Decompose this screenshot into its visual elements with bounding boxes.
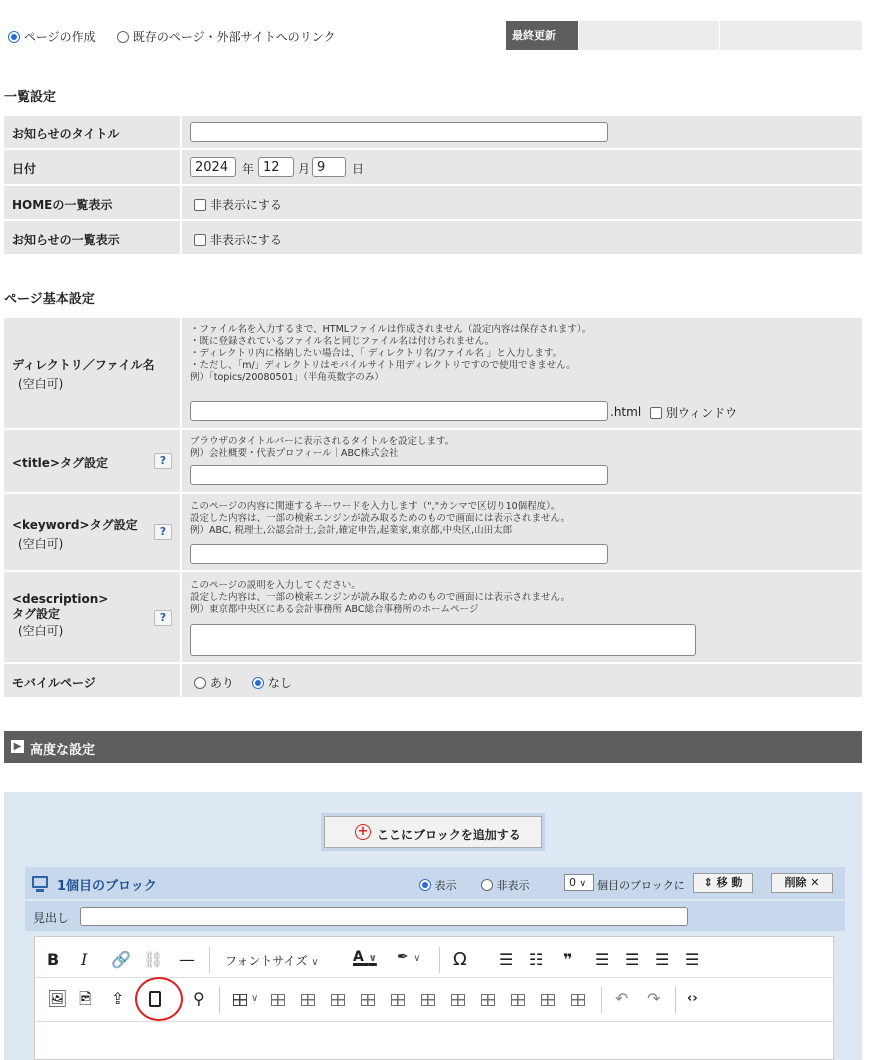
list-settings-title: 一覧設定 — [4, 90, 57, 105]
radio-create-label: ページの作成 — [23, 30, 96, 44]
upload-icon[interactable]: ⇪ — [111, 989, 125, 1008]
row-description-tag-cell — [182, 572, 862, 662]
bold-button[interactable]: B — [47, 950, 60, 969]
italic-button[interactable]: I — [81, 950, 88, 969]
block-show-label: 表示 — [434, 879, 457, 892]
heading-input[interactable] — [80, 907, 688, 926]
new-window-checkbox[interactable] — [650, 404, 737, 421]
align-justify-icon[interactable]: ☰ — [685, 950, 700, 969]
year-unit: 年 — [242, 162, 255, 176]
last-updated-extra — [720, 21, 862, 50]
block-position-suffix: 個目のブロックに — [597, 879, 685, 892]
row-mobile-header — [4, 664, 180, 697]
bullet-list-icon[interactable]: ☰ — [499, 950, 514, 969]
toolbar-separator-5 — [675, 987, 676, 1013]
mobile-no-label: なし — [267, 676, 292, 690]
table-row-before-icon[interactable] — [271, 994, 285, 1006]
stamp-icon[interactable]: ⚲ — [193, 989, 205, 1008]
table-header-icon[interactable] — [541, 994, 555, 1006]
day-input[interactable]: 9 — [312, 157, 346, 177]
row-news-list-header — [4, 221, 180, 254]
row-news-title-cell — [182, 116, 862, 148]
keyword-tag-help-button[interactable]: ? — [154, 524, 172, 540]
row-keyword-tag-cell — [182, 494, 862, 570]
align-center-icon[interactable]: ☰ — [625, 950, 640, 969]
add-block-button[interactable] — [324, 816, 542, 848]
block-position-select[interactable]: 0 ∨ — [564, 874, 594, 891]
align-left-icon[interactable]: ☰ — [595, 950, 610, 969]
row-title-tag-header — [4, 430, 180, 492]
image-edit-icon[interactable]: 🖻 — [79, 989, 92, 1008]
delete-block-button[interactable]: 削除 ✕ — [771, 873, 833, 893]
radio-create-indicator[interactable] — [8, 31, 20, 43]
home-list-hide-checkbox[interactable] — [194, 196, 282, 213]
mobile-no-radio[interactable] — [252, 674, 292, 691]
radio-link-page[interactable] — [117, 28, 336, 45]
date-label: 日付 — [12, 162, 37, 176]
news-list-hide-label: 非表示にする — [209, 233, 282, 247]
rich-text-editor — [34, 936, 834, 1060]
image-icon[interactable]: 🖼 — [47, 989, 68, 1008]
row-title-tag-cell — [182, 430, 862, 492]
description-tag-textarea[interactable] — [190, 624, 696, 656]
toolbar-separator — [209, 947, 210, 973]
block-title: 1個目のブロック — [57, 879, 157, 894]
heading-row — [25, 901, 845, 931]
arrow-box-icon: ▶ — [11, 740, 24, 753]
year-input[interactable]: 2024 — [190, 157, 236, 177]
news-title-label: お知らせのタイトル — [12, 127, 120, 141]
table-dropdown-icon[interactable]: ∨ — [251, 993, 259, 1004]
home-list-label: HOMEの一覧表示 — [12, 198, 113, 212]
row-date-cell — [182, 150, 862, 184]
month-unit: 月 — [298, 162, 311, 176]
mobile-yes-label: あり — [209, 676, 234, 690]
dir-input[interactable] — [190, 401, 608, 421]
radio-link-indicator[interactable] — [117, 31, 129, 43]
block-header — [25, 867, 845, 899]
plus-circle-icon: + — [355, 824, 371, 840]
news-title-input[interactable] — [190, 122, 608, 142]
title-tag-label: <title>タグ設定 — [12, 456, 108, 470]
radio-link-label: 既存のページ・外部サイトへのリンク — [132, 30, 336, 44]
highlight-circle — [135, 977, 183, 1021]
table-split-icon[interactable] — [481, 994, 495, 1006]
radio-create-page[interactable] — [8, 28, 96, 45]
table-delete-col-icon[interactable] — [421, 994, 435, 1006]
add-block-label: ここにブロックを追加する — [377, 828, 521, 842]
table-col-after-icon[interactable] — [391, 994, 405, 1006]
page-basic-title: ページ基本設定 — [4, 292, 95, 307]
row-description-tag-header — [4, 572, 180, 662]
redo-icon[interactable]: ↷ — [647, 989, 661, 1008]
last-updated-value — [579, 21, 719, 50]
row-home-list-cell — [182, 186, 862, 219]
keyword-tag-input[interactable] — [190, 544, 608, 564]
font-size-dropdown[interactable]: フォントサイズ ∨ — [225, 954, 319, 968]
day-unit: 日 — [352, 162, 365, 176]
block-hide-label: 非表示 — [496, 879, 530, 892]
table-icon[interactable] — [233, 994, 247, 1006]
monitor-icon — [32, 876, 48, 888]
mobile-label: モバイルページ — [12, 676, 96, 690]
row-news-title-header — [4, 116, 180, 148]
html-ext: .html — [610, 405, 642, 419]
monitor-stand — [36, 889, 44, 892]
block-hide-radio[interactable] — [481, 877, 530, 893]
title-tag-notes: ブラウザのタイトルバーに表示されるタイトルを設定します。 例）会社概要・代表プロフィール｜ABC株式会社 — [190, 436, 455, 459]
table-props-icon[interactable] — [571, 994, 585, 1006]
advanced-settings-title: 高度な設定 — [30, 743, 96, 758]
toolbar-separator-3 — [219, 987, 220, 1013]
mobile-yes-radio[interactable] — [194, 674, 234, 691]
font-color-icon[interactable]: A ∨ — [353, 949, 377, 965]
row-date-header — [4, 150, 180, 184]
dir-label: ディレクトリ／ファイル名 (空白可) — [12, 358, 155, 391]
last-updated-label: 最終更新 — [506, 21, 578, 50]
undo-icon[interactable]: ↶ — [615, 989, 629, 1008]
blockquote-icon[interactable]: ❞ — [563, 950, 573, 969]
description-tag-label: <description> タグ設定 (空白可) — [12, 592, 109, 638]
special-char-icon[interactable]: Ω — [453, 949, 467, 970]
keyword-tag-label: <keyword>タグ設定 (空白可) — [12, 518, 138, 551]
news-list-label: お知らせの一覧表示 — [12, 233, 120, 247]
keyword-tag-notes: このページの内容に関連するキーワードを入力します（","カンマで区切り10個程度）。 設定した内容は、一部の検索エンジンが読み取るためのもので画面には表示されません。 例）ABC, 税理士,公認会計士,会計,確定申告,起業家,東京都,中央区,山田太郎 — [190, 501, 571, 536]
new-window-label: 別ウィンドウ — [665, 406, 738, 420]
advanced-settings-bar[interactable] — [4, 731, 862, 763]
editor-content[interactable] — [35, 1022, 833, 1060]
row-dir-header — [4, 318, 180, 428]
description-tag-help-button[interactable]: ? — [154, 610, 172, 626]
title-tag-input[interactable] — [190, 465, 608, 485]
numbered-list-icon[interactable]: ☷ — [529, 950, 544, 969]
align-right-icon[interactable]: ☰ — [655, 950, 670, 969]
row-news-list-cell — [182, 221, 862, 254]
row-keyword-tag-header — [4, 494, 180, 570]
month-input[interactable]: 12 — [258, 157, 294, 177]
highlight-icon[interactable]: ✒ ∨ — [397, 949, 421, 965]
table-delete-icon[interactable] — [511, 994, 525, 1006]
title-tag-help-button[interactable]: ? — [154, 453, 172, 469]
table-delete-row-icon[interactable] — [331, 994, 345, 1006]
row-home-list-header — [4, 186, 180, 219]
source-code-icon[interactable]: ‹› — [687, 991, 698, 1006]
move-block-button[interactable]: ⇕ 移 動 — [693, 873, 753, 893]
link-icon[interactable]: 🔗 — [111, 950, 131, 969]
table-row-after-icon[interactable] — [301, 994, 315, 1006]
block-show-radio[interactable] — [419, 877, 457, 893]
dir-notes: ・ファイル名を入力するまで、HTMLファイルは作成されません（設定内容は保存されます）。 ・既に登録されているファイル名と同じファイル名は付けられません。 ・ディレクトリ内に格納したい場合は、「 ディレクトリ名/ファイル名 」と入力します。 ・ただし、「m/」ディレクトリはモバイルサイト用ディレクトリですので使用できません。 例）「topics/20080501」（半角英数字のみ） — [190, 324, 592, 383]
toolbar-separator-4 — [601, 987, 602, 1013]
table-merge-icon[interactable] — [451, 994, 465, 1006]
description-tag-notes: このページの説明を入力してください。 設定した内容は、一部の検索エンジンが読み取るためのもので画面には表示されません。 例）東京都中央区にある会計事務所 ABC総合事務所のホームページ — [190, 580, 571, 615]
table-col-before-icon[interactable] — [361, 994, 375, 1006]
heading-label: 見出し — [33, 911, 70, 925]
row-dir-cell — [182, 318, 862, 428]
toolbar-separator-2 — [439, 947, 440, 973]
news-list-hide-checkbox[interactable] — [194, 231, 282, 248]
unlink-icon[interactable]: ⛓ — [143, 950, 164, 969]
home-list-hide-label: 非表示にする — [209, 198, 282, 212]
horizontal-rule-icon[interactable]: — — [179, 950, 195, 969]
row-mobile-cell — [182, 664, 862, 697]
